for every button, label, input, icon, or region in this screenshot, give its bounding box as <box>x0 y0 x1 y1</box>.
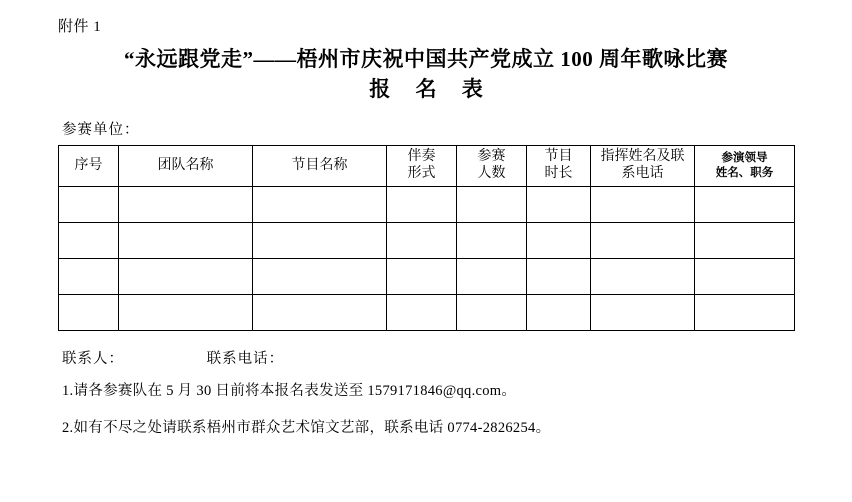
table-cell[interactable] <box>387 222 457 258</box>
table-cell[interactable] <box>457 222 527 258</box>
table-cell[interactable] <box>527 222 591 258</box>
table-cell[interactable] <box>59 294 119 330</box>
table-cell[interactable] <box>253 222 387 258</box>
table-cell[interactable] <box>119 294 253 330</box>
table-cell[interactable] <box>253 294 387 330</box>
table-header-cell-4 <box>457 145 527 186</box>
table-cell[interactable] <box>527 186 591 222</box>
table-cell[interactable] <box>457 258 527 294</box>
table-cell[interactable] <box>387 186 457 222</box>
table-header-row <box>59 145 795 186</box>
table-cell[interactable] <box>527 258 591 294</box>
table-row <box>59 294 795 330</box>
table-cell[interactable] <box>457 294 527 330</box>
table-cell[interactable] <box>59 258 119 294</box>
table-cell[interactable] <box>59 222 119 258</box>
table-cell[interactable] <box>457 186 527 222</box>
table-header-cell-2 <box>253 145 387 186</box>
header-text-5-line2: 时长 <box>544 165 573 181</box>
signup-table <box>58 145 795 331</box>
table-header-cell-3 <box>387 145 457 186</box>
table-cell[interactable] <box>253 258 387 294</box>
footer-contacts <box>62 347 794 368</box>
table-row <box>59 186 795 222</box>
contact-phone-label: 联系电话： <box>206 350 285 367</box>
table-cell[interactable] <box>695 294 795 330</box>
header-text-4-line2: 人数 <box>477 165 506 181</box>
header-text-7-line2: 姓名、职务 <box>715 166 774 179</box>
table-cell[interactable] <box>253 186 387 222</box>
header-text-7-line1: 参演领导 <box>721 152 768 164</box>
table-cell[interactable] <box>591 258 695 294</box>
header-text-3-line2: 形式 <box>407 165 436 181</box>
table-cell[interactable] <box>591 294 695 330</box>
table-cell[interactable] <box>387 294 457 330</box>
title-line-2: 报 名 表 <box>369 77 493 102</box>
table-cell[interactable] <box>591 222 695 258</box>
table-header-cell-5 <box>527 145 591 186</box>
table-header-cell-6 <box>591 145 695 186</box>
header-text-6-line1: 指挥姓名及联 <box>600 149 685 165</box>
contact-person-label: 联系人： <box>62 350 124 367</box>
note-2: 2.如有不尽之处请联系梧州市群众艺术馆文艺部，联系电话 0774-2826254。 <box>62 419 551 436</box>
table-cell[interactable] <box>695 258 795 294</box>
header-text-4-line1: 参赛 <box>477 149 506 165</box>
table-cell[interactable] <box>119 222 253 258</box>
participating-unit-label: 参赛单位： <box>62 121 140 138</box>
attachment-label: 附件 1 <box>58 19 102 35</box>
table-cell[interactable] <box>119 186 253 222</box>
table-cell[interactable] <box>591 186 695 222</box>
note-1: 1.请各参赛队在 5 月 30 日前将本报名表发送至 1579171846@qq.com。 <box>62 382 517 399</box>
title-line-1: “永远跟党走”——梧州市庆祝中国共产党成立 100 周年歌咏比赛 <box>124 47 728 71</box>
header-text-6-line2: 系电话 <box>621 165 664 181</box>
header-text-2-line1: 节目名称 <box>291 157 348 173</box>
table-header-cell-1 <box>119 145 253 186</box>
table-cell[interactable] <box>527 294 591 330</box>
header-text-5-line1: 节目 <box>544 149 573 165</box>
table-row <box>59 222 795 258</box>
table-cell[interactable] <box>695 222 795 258</box>
table-cell[interactable] <box>695 186 795 222</box>
header-text-0-line1: 序号 <box>74 157 103 173</box>
table-cell[interactable] <box>387 258 457 294</box>
table-header-cell-7 <box>695 145 795 186</box>
document-title <box>58 44 794 106</box>
table-cell[interactable] <box>119 258 253 294</box>
header-text-3-line1: 伴奏 <box>407 149 436 165</box>
table-row <box>59 258 795 294</box>
header-text-1-line1: 团队名称 <box>157 157 214 173</box>
table-header-cell-0 <box>59 145 119 186</box>
table-cell[interactable] <box>59 186 119 222</box>
